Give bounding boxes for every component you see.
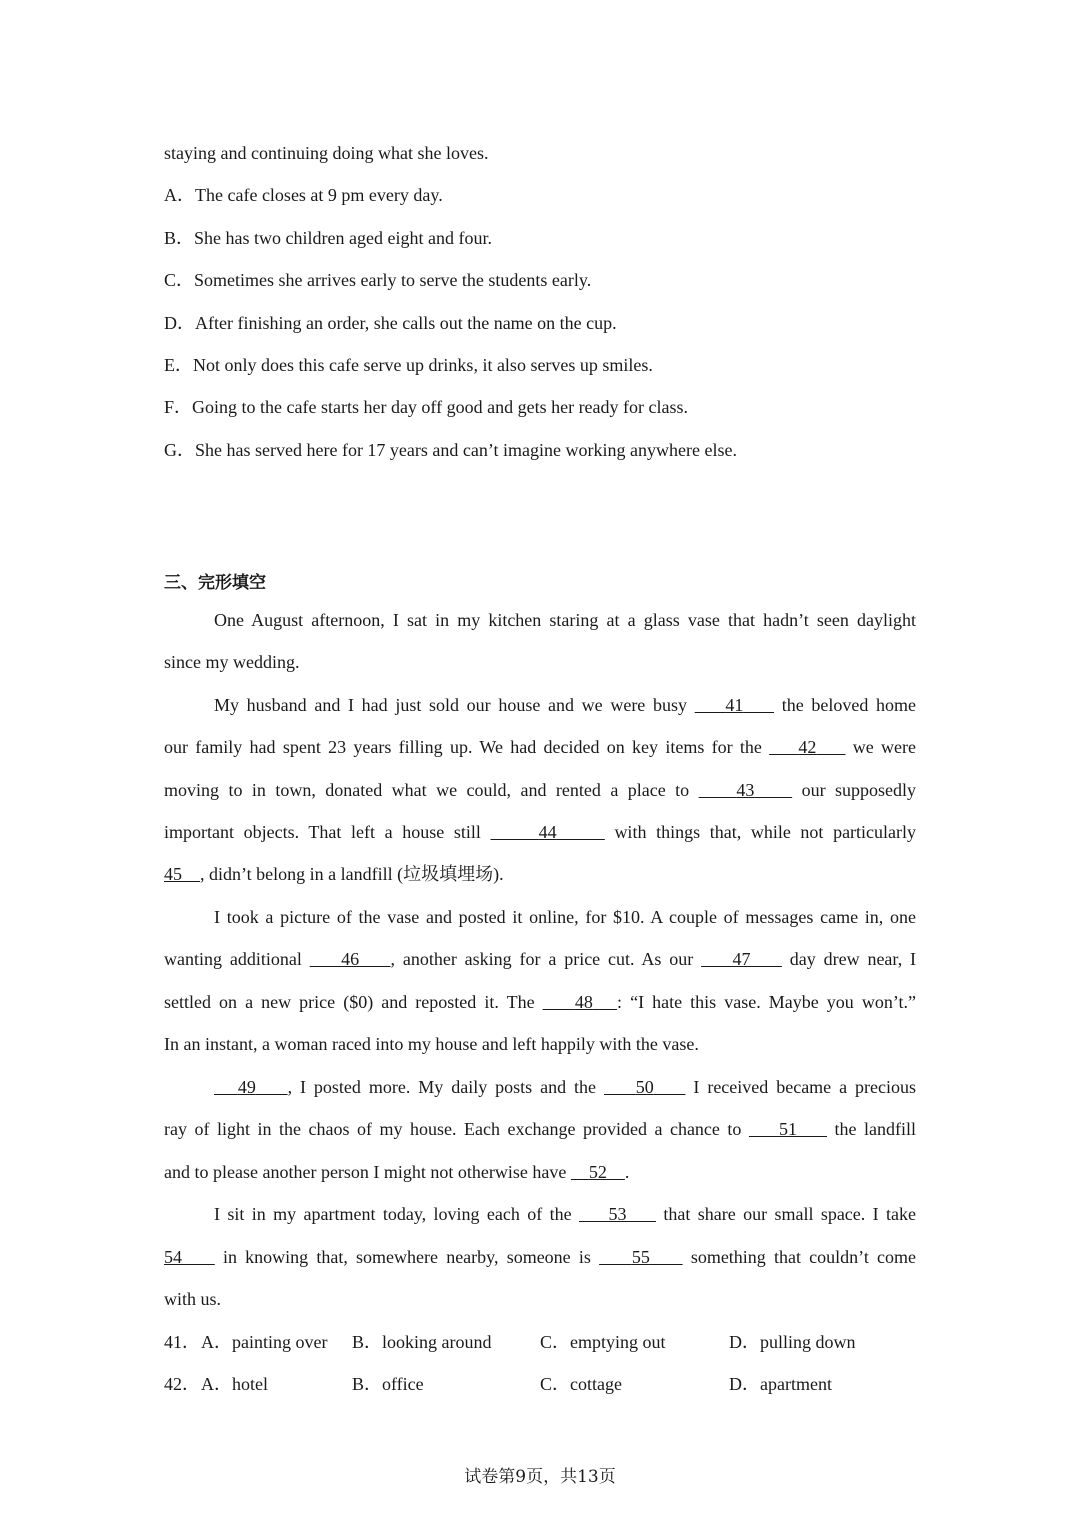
passage-line: wanting additional 46 , another asking for a price cut. As our 47 day drew near, I: [164, 949, 917, 969]
answer-option[interactable]: C．cottage: [540, 1374, 622, 1394]
option-g: G．She has served here for 17 years and can’t imagine working anywhere else.: [164, 440, 737, 460]
answer-option[interactable]: B．office: [352, 1374, 424, 1394]
passage-line: settled on a new price ($0) and reposted it. The 48 : “I hate this vase. Maybe you won’t.”: [164, 992, 917, 1012]
option-d: D．After finishing an order, she calls out the name on the cup.: [164, 313, 617, 333]
blank-55: 55: [631, 1247, 650, 1267]
blank-47: 47: [732, 949, 751, 969]
blank-50: 50: [635, 1077, 654, 1097]
passage-line: One August afternoon, I sat in my kitchen staring at a glass vase that hadn’t seen daylight: [214, 610, 916, 630]
passage-line: important objects. That left a house still 44 with things that, while not particularly: [164, 822, 917, 842]
answer-option[interactable]: C．emptying out: [540, 1332, 666, 1352]
passage-line: and to please another person I might not otherwise have 52 .: [164, 1162, 630, 1182]
passage-line: 49 , I posted more. My daily posts and the 50 I received became a precious: [164, 1076, 916, 1098]
blank-41: 41: [725, 695, 744, 715]
passage-line: My husband and I had just sold our house and we were busy 41 the beloved home: [214, 695, 917, 715]
blank-44: 44: [538, 822, 557, 842]
blank-54: 54: [164, 1247, 182, 1267]
blank-53: 53: [608, 1204, 627, 1224]
blank-49: 49: [237, 1077, 256, 1097]
option-e: E．Not only does this cafe serve up drinks, it also serves up smiles.: [164, 355, 653, 375]
option-c: C．Sometimes she arrives early to serve the students early.: [164, 270, 592, 290]
passage-line: ray of light in the chaos of my house. Each exchange provided a chance to 51 the landfill: [164, 1119, 917, 1139]
option-b: B．She has two children aged eight and four.: [164, 228, 492, 248]
blank-46: 46: [341, 949, 360, 969]
answer-option[interactable]: B．looking around: [352, 1332, 492, 1352]
question-number: 41．: [164, 1332, 200, 1352]
blank-52: 52: [588, 1162, 607, 1182]
option-f: F．Going to the cafe starts her day off good and gets her ready for class.: [164, 397, 689, 417]
passage-line: since my wedding.: [164, 652, 300, 672]
answer-option[interactable]: A．painting over: [201, 1332, 328, 1352]
passage-line: I sit in my apartment today, loving each of the 53 that share our small space. I take: [214, 1204, 917, 1224]
passage-line: our family had spent 23 years filling up. We had decided on key items for the 42 we were: [164, 737, 917, 757]
passage-line: 54 in knowing that, somewhere nearby, someone is 55 something that couldn’t come: [164, 1247, 917, 1267]
section-heading: 三、完形填空: [164, 573, 266, 593]
passage-tail: staying and continuing doing what she loves.: [164, 143, 489, 163]
question-number: 42．: [164, 1374, 200, 1394]
blank-45: 45: [164, 864, 182, 884]
answer-option[interactable]: D．pulling down: [729, 1332, 856, 1352]
blank-51: 51: [778, 1119, 797, 1139]
blank-43: 43: [736, 780, 755, 800]
blank-48: 48: [574, 992, 593, 1012]
passage-line: moving to in town, donated what we could, and rented a place to 43 our supposedly: [164, 780, 917, 800]
passage-line: In an instant, a woman raced into my house and left happily with the vase.: [164, 1034, 699, 1054]
answer-option[interactable]: A．hotel: [201, 1374, 268, 1394]
passage-line: with us.: [164, 1289, 222, 1309]
answer-option[interactable]: D．apartment: [729, 1374, 832, 1394]
passage-line: I took a picture of the vase and posted it online, for $10. A couple of messages came in, one: [214, 907, 916, 927]
blank-42: 42: [798, 737, 817, 757]
page-footer: 试卷第9页，共13页: [464, 1467, 616, 1487]
passage-line: 45 , didn’t belong in a landfill (垃圾填埋场).: [164, 864, 504, 884]
option-a: A．The cafe closes at 9 pm every day.: [164, 185, 443, 205]
